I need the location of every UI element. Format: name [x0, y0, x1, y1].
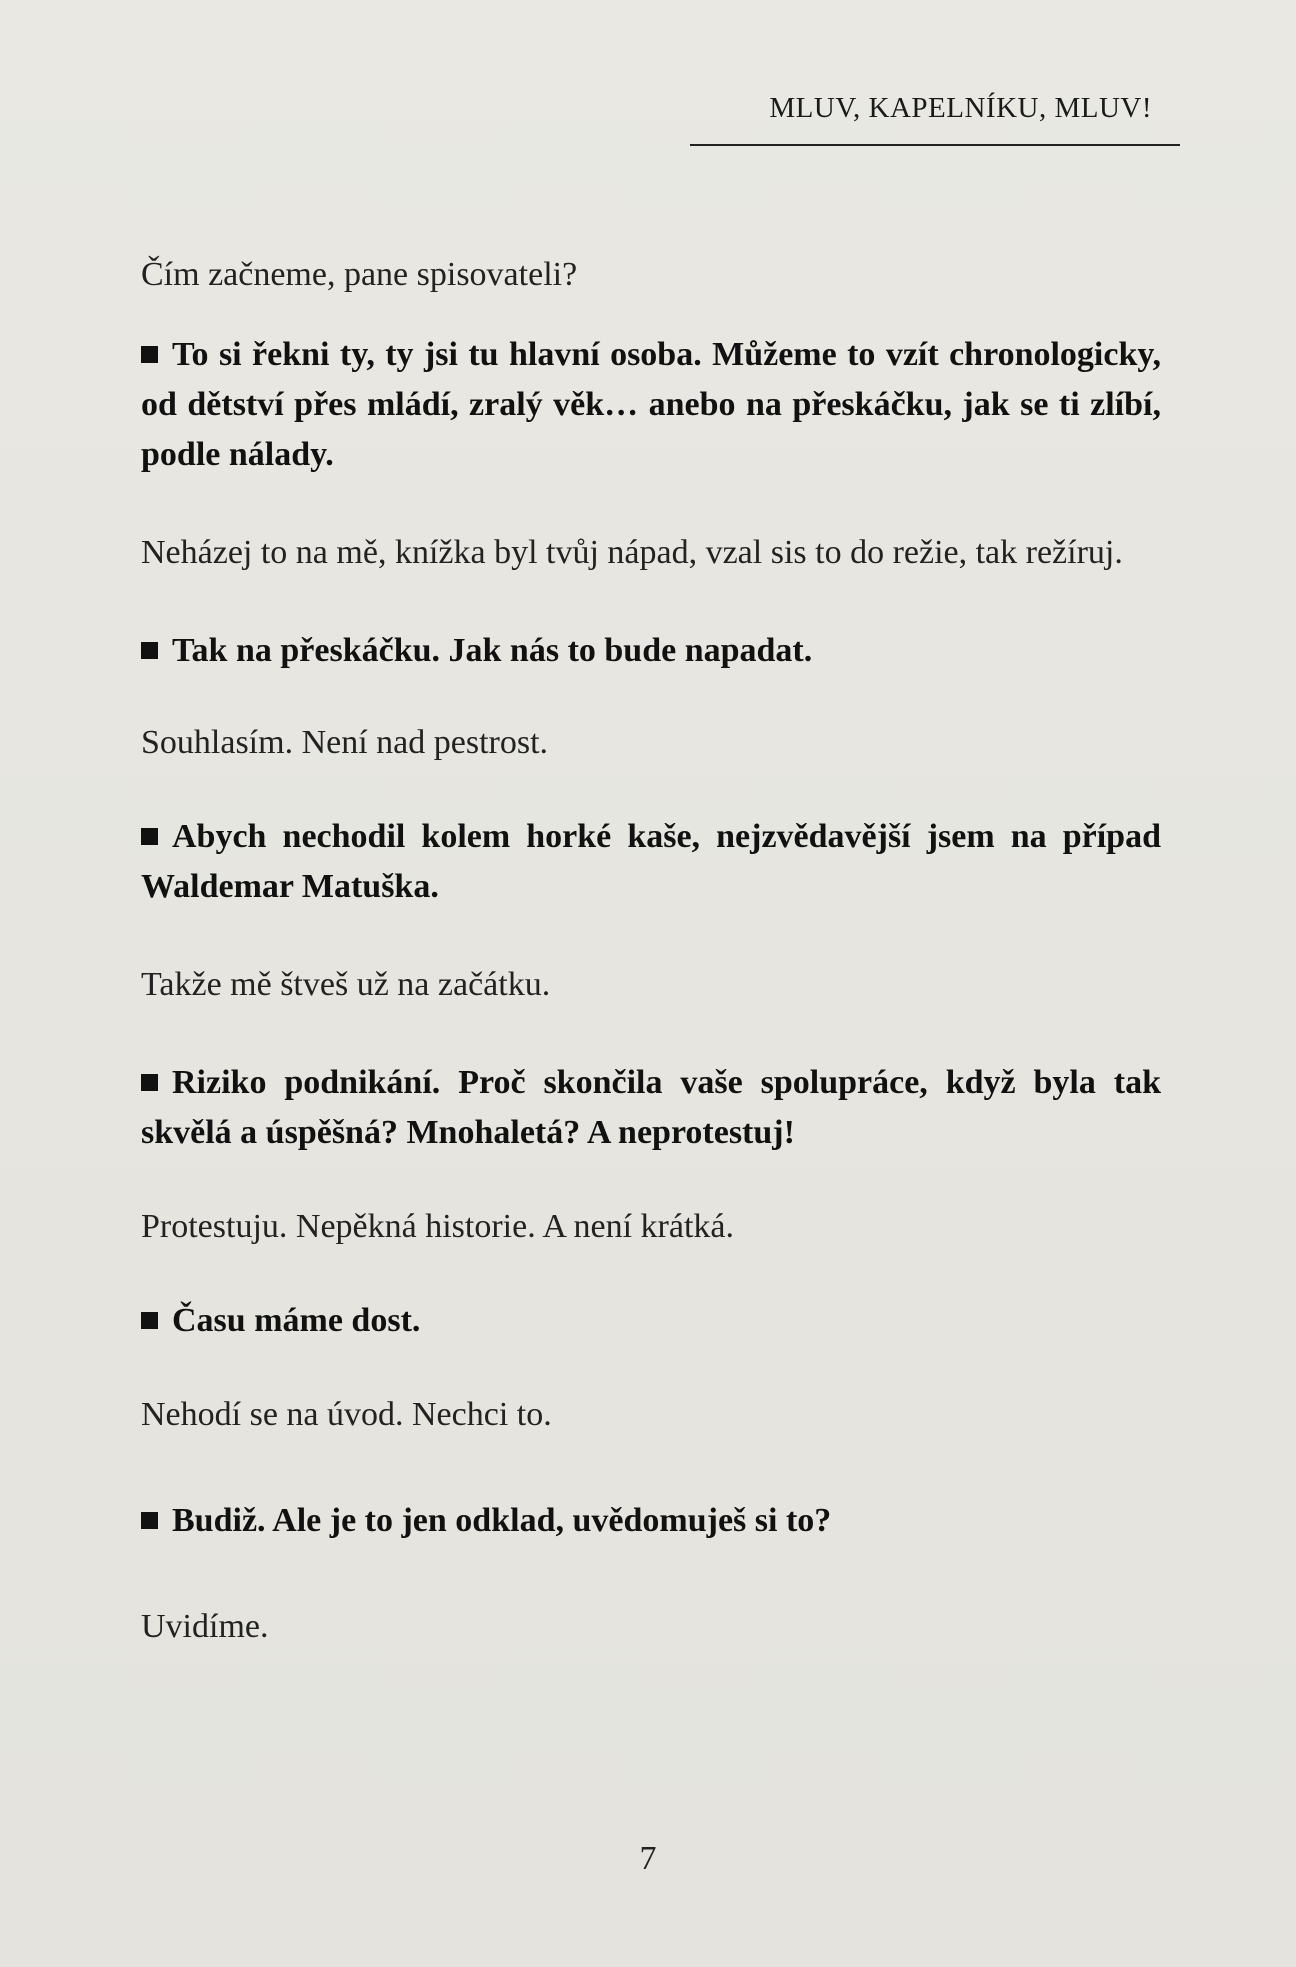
question-marker-icon	[141, 642, 158, 659]
question-text: To si řekni ty, ty jsi tu hlavní osoba. Můžeme to vzít chronologicky, od dětství přes mládí, zralý věk… anebo na přeskáčku, jak se ti zlíbí, podle nálady.	[141, 336, 1161, 473]
question-paragraph	[141, 812, 1161, 912]
question-marker-icon	[141, 346, 158, 363]
answer-paragraph: Souhlasím. Není nad pestrost.	[141, 724, 549, 761]
answer-paragraph: Nehodí se na úvod. Nechci to.	[141, 1396, 552, 1433]
question-text: Abych nechodil kolem horké kaše, nejzvědavější jsem na případ Waldemar Matuška.	[141, 818, 1161, 905]
question-marker-icon	[141, 828, 158, 845]
answer-paragraph: Čím začneme, pane spisovateli?	[141, 256, 578, 293]
question-paragraph	[141, 626, 1161, 676]
question-marker-icon	[141, 1074, 158, 1091]
question-paragraph	[141, 1058, 1161, 1158]
question-paragraph	[141, 1296, 1161, 1346]
question-text: Tak na přeskáčku. Jak nás to bude napadat.	[172, 632, 813, 669]
running-header: MLUV, KAPELNÍKU, MLUV!	[769, 92, 1152, 124]
question-marker-icon	[141, 1512, 158, 1529]
page-number: 7	[639, 1840, 657, 1877]
question-text: Riziko podnikání. Proč skončila vaše spolupráce, když byla tak skvělá a úspěšná? Mnohaletá? A neprotestuj!	[141, 1064, 1161, 1151]
question-text: Budiž. Ale je to jen odklad, uvědomuješ si to?	[172, 1502, 832, 1539]
answer-paragraph: Neházej to na mě, knížka byl tvůj nápad, vzal sis to do režie, tak režíruj.	[141, 534, 1123, 571]
answer-paragraph: Takže mě štveš už na začátku.	[141, 966, 551, 1003]
page-body	[141, 250, 1161, 1652]
answer-paragraph: Protestuju. Nepěkná historie. A není krátká.	[141, 1208, 734, 1245]
header-rule	[690, 144, 1180, 146]
question-marker-icon	[141, 1312, 158, 1329]
question-text: Času máme dost.	[172, 1302, 421, 1339]
question-paragraph	[141, 1496, 1161, 1546]
answer-paragraph: Uvidíme.	[141, 1608, 269, 1645]
question-paragraph	[141, 330, 1161, 480]
